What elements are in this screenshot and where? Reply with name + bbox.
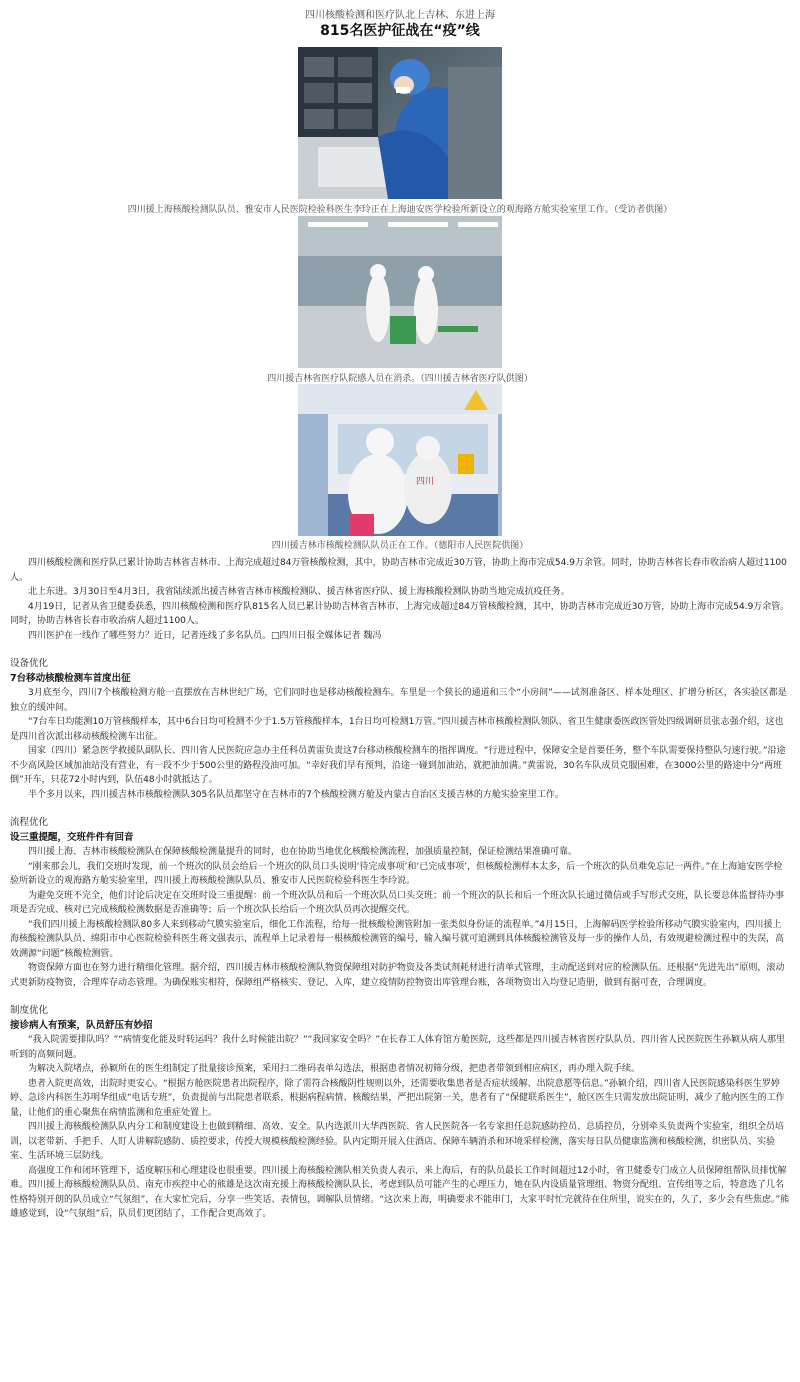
body-paragraph: 国家（四川）紧急医学救援队副队长、四川省人民医院应急办主任科员黄雷负责这7台移动核酸检测车的指挥调度。“行进过程中，保障安全是首要任务，整个车队需要保持整队匀速行驶。”沿途不少高风险区域加油站没有营业，有一段不少于500公里的路程没油可加。“幸好我们早有预判，沿途一碰到加油站，就把油加满。”黄雷说，30名车队成员克服困难，在3000公里的路途中分“两班倒”开车，只花72小时内到，队伍48小时就抵达了。 xyxy=(10,746,786,785)
body-paragraph: 患者入院更高效，出院时更安心。“根据方舱医院患者出院程序，除了需符合核酸阴性规则以外，还需要收集患者是否症状缓解、出院意愿等信息。”孙颖介绍，四川省人民医院感染科医生罗婷婷、急诊内科医生苏明华组成“电话专班”，负责提前与出院患者联系，根据病程病情、核酸结果，严把出院第一关，患者有了“保健联系医生”，舱区医生只需发放出院证明，减少了舱内医生的工作量，让他们的重心聚焦在病情监测和危重症处置上。 xyxy=(10,1078,785,1118)
body-paragraph: “7台车日均能测10万管核酸样本，其中6台日均可检测不少于1.5万管核酸样本，1台日均可检测1万管。”四川援吉林市核酸检测队领队、省卫生健康委医政医管处四级调研员张志强介绍，这也是四川首次派出移动核酸检测车出征。 xyxy=(10,717,784,742)
intro-paragraph: 四川核酸检测和医疗队已累计协助吉林省吉林市、上海完成超过84万管核酸检测，其中，协助吉林市完成近30万管，协助上海市完成54.9万余管。同时，协助吉林省长春市收治病人超过1100人。 xyxy=(10,558,787,583)
section-subtitle: 7台移动核酸检测车首度出征 xyxy=(10,672,131,684)
article-title: 815名医护征战在“疫”线 xyxy=(320,23,480,39)
intro-paragraph: 四川医护在一线作了哪些努力？近日，记者连线了多名队员。□四川日报全媒体记者 魏冯 xyxy=(28,630,382,641)
photo-caption: 四川援吉林市核酸检测队队员正在工作。（德阳市人民医院供图） xyxy=(271,541,529,551)
photo-biosafety-cabinet xyxy=(298,384,502,536)
body-paragraph: 3月底至今，四川7个核酸检测方舱一直摆放在吉林世纪广场，它们同时也是移动核酸检测车。车里是一个狭长的通道和三个“小房间”——试剂准备区、样本处理区、扩增分析区，各实验区都是独立的缓冲间。 xyxy=(10,688,787,713)
intro-paragraph: 北上东进。3月30日至4月3日，我省陆续派出援吉林省吉林市核酸检测队、援吉林省医疗队、援上海核酸检测队协助当地完成抗疫任务。 xyxy=(28,587,570,597)
article-body xyxy=(10,556,790,1222)
body-paragraph: “我入院需要排队吗？”“病情变化能及时转运吗？我什么时候能出院？”“我回家安全吗？”在长春工人体育馆方舱医院，这些都是四川援吉林省医疗队队员、四川省人民医院医生孙颖从病人那里听到的高频问题。 xyxy=(10,1035,785,1060)
section-label: 设备优化 xyxy=(10,658,49,669)
body-paragraph: 物资保障方面也在努力进行精细化管理。据介绍，四川援吉林市核酸检测队物资保障组对防护物资及各类试剂耗材进行清单式管理，主动配送到对应的检测队伍。还根据“先进先出”原则，滚动式更新防疫物资，合理库存动态管理。为确保账实相符，保障组严格核实、登记、入库，建立疫情防控物资出库管理台账，各项物资出入均登记造册，做到有据可查，合理调度。 xyxy=(10,963,785,988)
body-paragraph: 四川援上海、吉林市核酸检测队在保障核酸检测量提升的同时，也在协助当地优化核酸检测流程，加强质量控制，保证检测结果准确可靠。 xyxy=(28,847,578,857)
svg-text:四川: 四川 xyxy=(416,477,435,487)
section-label: 流程优化 xyxy=(10,817,49,828)
section-subtitle: 接诊病人有预案，队员舒压有妙招 xyxy=(10,1019,153,1031)
photo-lab-worker xyxy=(298,47,502,199)
body-paragraph: 为解决入院堵点，孙颖所在的医生组制定了批量接诊预案，采用扫二维码表单勾选法，根据患者情况初筛分级，把患者带领到相应病区，再办理入院手续。 xyxy=(28,1064,641,1074)
article-kicker: 四川核酸检测和医疗队北上吉林、东进上海 xyxy=(305,10,495,21)
photo-disinfection xyxy=(298,216,502,368)
body-paragraph: 高强度工作和闭环管理下，适度解压和心理建设也很重要。四川援上海核酸检测队相关负责人表示，来上海后，有的队员最长工作时间超过12小时，省卫健委专门成立人员保障组帮队员排忧解难。四川援上海核酸检测队队员、南充市疾控中心的熊雄是这次南充援上海核酸检测队队长，考虑到队员可能产生的心理压力，她在队内设质量管理组、物资分配组、宣传组等之后，特意选了几名性格特别开朗的队员成立“气氛组”，在大家忙完后，分享一些笑话、表情包，调解队员情绪。“这次来上海，明确要求不能串门，大家平时忙完就待在住所里，说实在的，久了，多少会有些焦虑。”熊雄感觉到，设“气氛组”后，队员们更团结了，工作配合更高效了。 xyxy=(10,1165,790,1219)
photo-caption: 四川援吉林省医疗队院感人员在消杀。（四川援吉林省医疗队供图） xyxy=(267,374,533,384)
section-label: 制度优化 xyxy=(10,1005,49,1016)
body-paragraph: 半个多月以来，四川援吉林市核酸检测队305名队员都坚守在吉林市的7个核酸检测方舱及内蒙古自治区支援吉林的方舱实验室里工作。 xyxy=(28,789,564,800)
body-paragraph: “刚来那会儿，我们交班时发现，前一个班次的队员会给后一个班次的队员口头说明‘待完成事项’和‘已完成事项’，但核酸检测样本太多，后一个班次的队员难免忘记一两件。”在上海迪安医学检验所新设立的观海路方舱实验室里，四川援上海核酸检测队队员、雅安市人民医院检验科医生李玲说。 xyxy=(10,861,783,886)
photo-caption: 四川援上海核酸检测队队员、雅安市人民医院检验科医生李玲正在上海迪安医学检验所新设立的观海路方舱实验室里工作。（受访者供图） xyxy=(127,205,673,215)
intro-paragraph: 4月19日，记者从省卫健委获悉，四川核酸检测和医疗队815名人员已累计协助吉林省吉林市、上海完成超过84万管核酸检测，其中，协助吉林市完成近30万管，协助上海市完成54.9万余管。同时，协助吉林省长春市收治病人超过1100人。 xyxy=(10,601,790,626)
body-paragraph: “我们四川援上海核酸检测队80多人来到移动气膜实验室后，细化工作流程，给每一批核酸检测管附加一张类似身份证的流程单。”4月15日，上海解码医学检验所移动气膜实验室内，四川援上海核酸检测队队员、绵阳市中心医院检验科医生蒋文强表示，流程单上记录着每一根核酸检测管的编号，输入编号就可追溯到具体核酸检测管及每一步的操作人员，有效规避检测过程中的失误，高效溯源“问题”核酸检测管。 xyxy=(10,919,785,959)
body-paragraph: 为避免交班不完全，他们讨论后决定在交班时设三重提醒：前一个班次队员和后一个班次队员口头交班；前一个班次的队长和后一个班次队长通过微信或手写形式交班，队长要总体监督待办事项是否完成、核对已完成核酸检测数据是否准确等；后一个班次队长给后一个班次队员再次提醒交代。 xyxy=(10,890,785,915)
section-subtitle: 设三重提醒，交班件件有回音 xyxy=(10,831,134,843)
body-paragraph: 四川援上海核酸检测队队内分工和制度建设上也做到精细、高效、安全。队内选派川大华西医院、省人民医院各一名专家担任总院感防控员、总质控员，分别牵头负责两个实验室，组织全员培训，以老带新、手把手、人盯人讲解院感防、质控要求，传授大规模核酸检测经验。队内定期开展入住酒店、保障车辆消杀和环境采样检测，落实每日队员健康监测和核酸检测，织密队员、实验室、生活环境三层防线。 xyxy=(10,1122,785,1161)
